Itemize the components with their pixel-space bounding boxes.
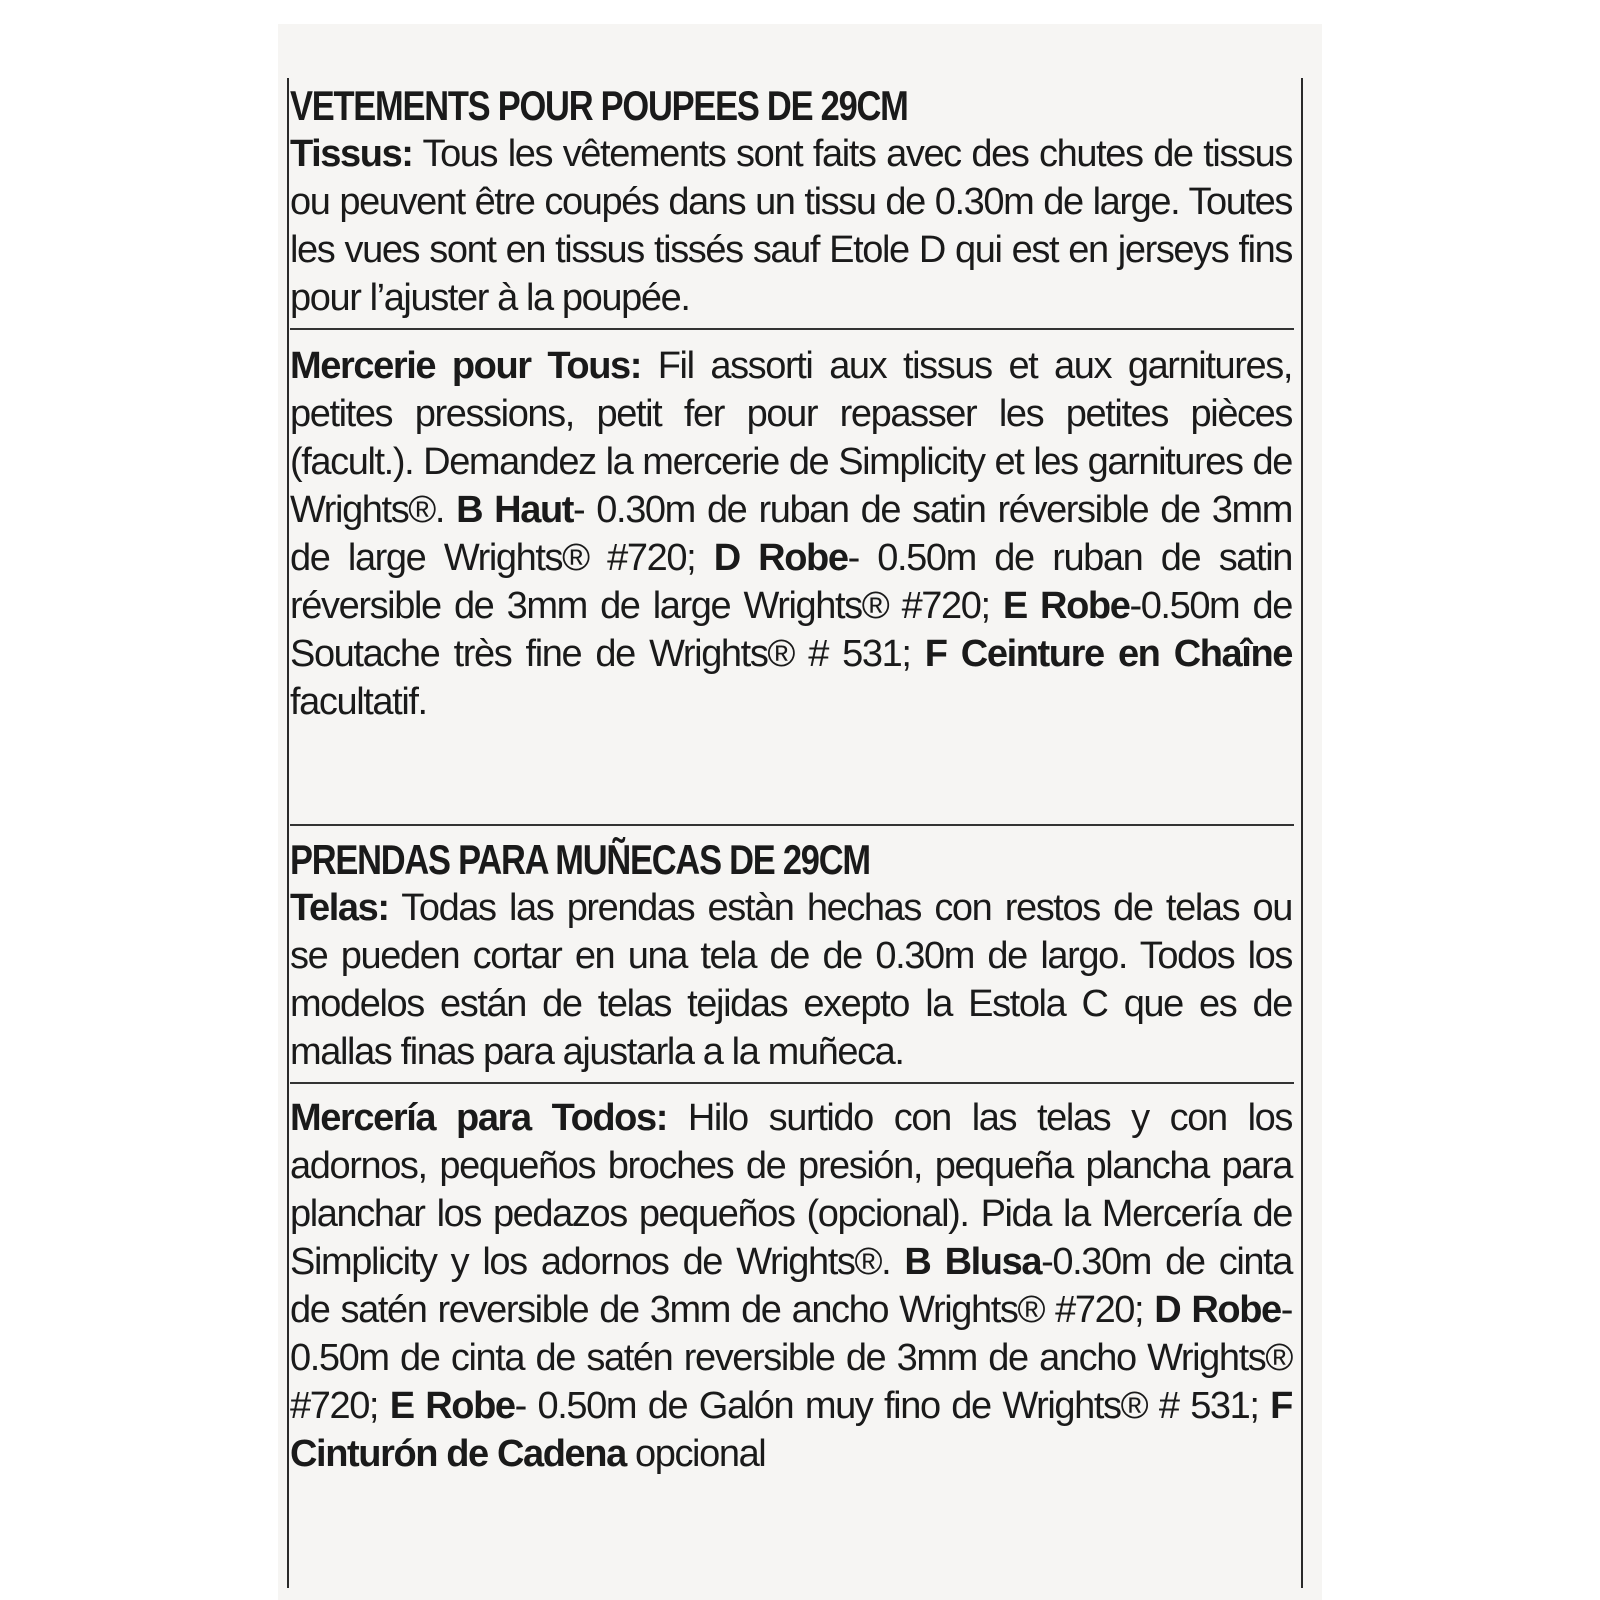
section-divider: [290, 824, 1294, 826]
spanish-notions-section: [290, 1094, 1292, 1478]
french-fabrics-paragraph: [290, 130, 1292, 322]
french-notions-text-1: Fil assorti aux tissus et aux garnitures, petites pressions, petit fer pour repasser les petites pièces (facult.). Demandez la mercerie de Simplicity et les garnitures de Wrights®.: [290, 345, 1292, 531]
french-notions-text-4: -0.50m de Soutache très fine de Wrights® # 531;: [290, 585, 1292, 675]
spanish-notions-text-3: - 0.50m de cinta de satén reversible de 3mm de ancho Wrights® #720;: [290, 1289, 1293, 1427]
section-divider: [290, 1082, 1294, 1084]
spanish-fabrics-section: [290, 836, 1292, 1076]
french-notions-paragraph: [290, 342, 1292, 726]
spanish-notions-label: Mercería para Todos:: [290, 1097, 667, 1139]
french-view-d-label: D Robe: [713, 537, 848, 579]
french-notions-text-5: facultatif.: [290, 681, 427, 723]
spanish-heading: PRENDAS PARA MUÑECAS DE 29CM: [290, 836, 870, 883]
spanish-fabrics-paragraph: [290, 884, 1292, 1076]
french-fabrics-text: Tous les vêtements sont faits avec des chutes de tissus ou peuvent être coupés dans un tissu de 0.30m de large. Toutes les vues sont en tissus tissés sauf Etole D qui est en jerseys fins pour l’ajuster à la poupée.: [290, 133, 1292, 319]
french-view-b-label: B Haut: [456, 489, 574, 531]
french-notions-text-2: - 0.30m de ruban de satin réversible de 3mm de large Wrights® #720;: [290, 489, 1292, 579]
french-view-f-label: F Ceinture en Chaîne: [924, 633, 1292, 675]
spanish-view-e-label: E Robe: [389, 1385, 515, 1427]
section-divider: [290, 328, 1294, 330]
french-view-e-label: E Robe: [1002, 585, 1130, 627]
spanish-view-f-label: F Cinturón de Cadena: [290, 1385, 1292, 1475]
french-heading: VETEMENTS POUR POUPEES DE 29CM: [290, 82, 908, 129]
spanish-fabrics-label: Telas:: [290, 887, 389, 929]
spanish-notions-text-2: -0.30m de cinta de satén reversible de 3mm de ancho Wrights® #720;: [290, 1241, 1293, 1331]
spanish-fabrics-text: Todas las prendas estàn hechas con restos de telas ou se pueden cortar en una tela de de 0.30m de largo. Todos los modelos están de telas tejidas exepto la Estola C que es de mallas finas para ajustarla a la muñeca.: [290, 887, 1292, 1073]
spanish-view-b-label: B Blusa: [904, 1241, 1042, 1283]
spanish-notions-text-5: opcional: [625, 1433, 766, 1475]
spanish-notions-paragraph: [290, 1094, 1292, 1478]
french-notions-text-3: - 0.50m de ruban de satin réversible de 3mm de large Wrights® #720;: [290, 537, 1292, 627]
french-fabrics-label: Tissus:: [290, 133, 413, 175]
spanish-notions-text-4: - 0.50m de Galón muy fino de Wrights® # 531;: [514, 1385, 1271, 1427]
french-notions-label: Mercerie pour Tous:: [290, 345, 641, 387]
french-fabrics-section: [290, 82, 1292, 322]
spanish-notions-text-1: Hilo surtido con las telas y con los adornos, pequeños broches de presión, pequeña plancha para planchar los pedazos pequeños (opcional). Pida la Mercería de Simplicity y los adornos de Wrights®.: [290, 1097, 1292, 1283]
spanish-view-d-label: D Robe: [1154, 1289, 1281, 1331]
french-notions-section: [290, 342, 1292, 726]
